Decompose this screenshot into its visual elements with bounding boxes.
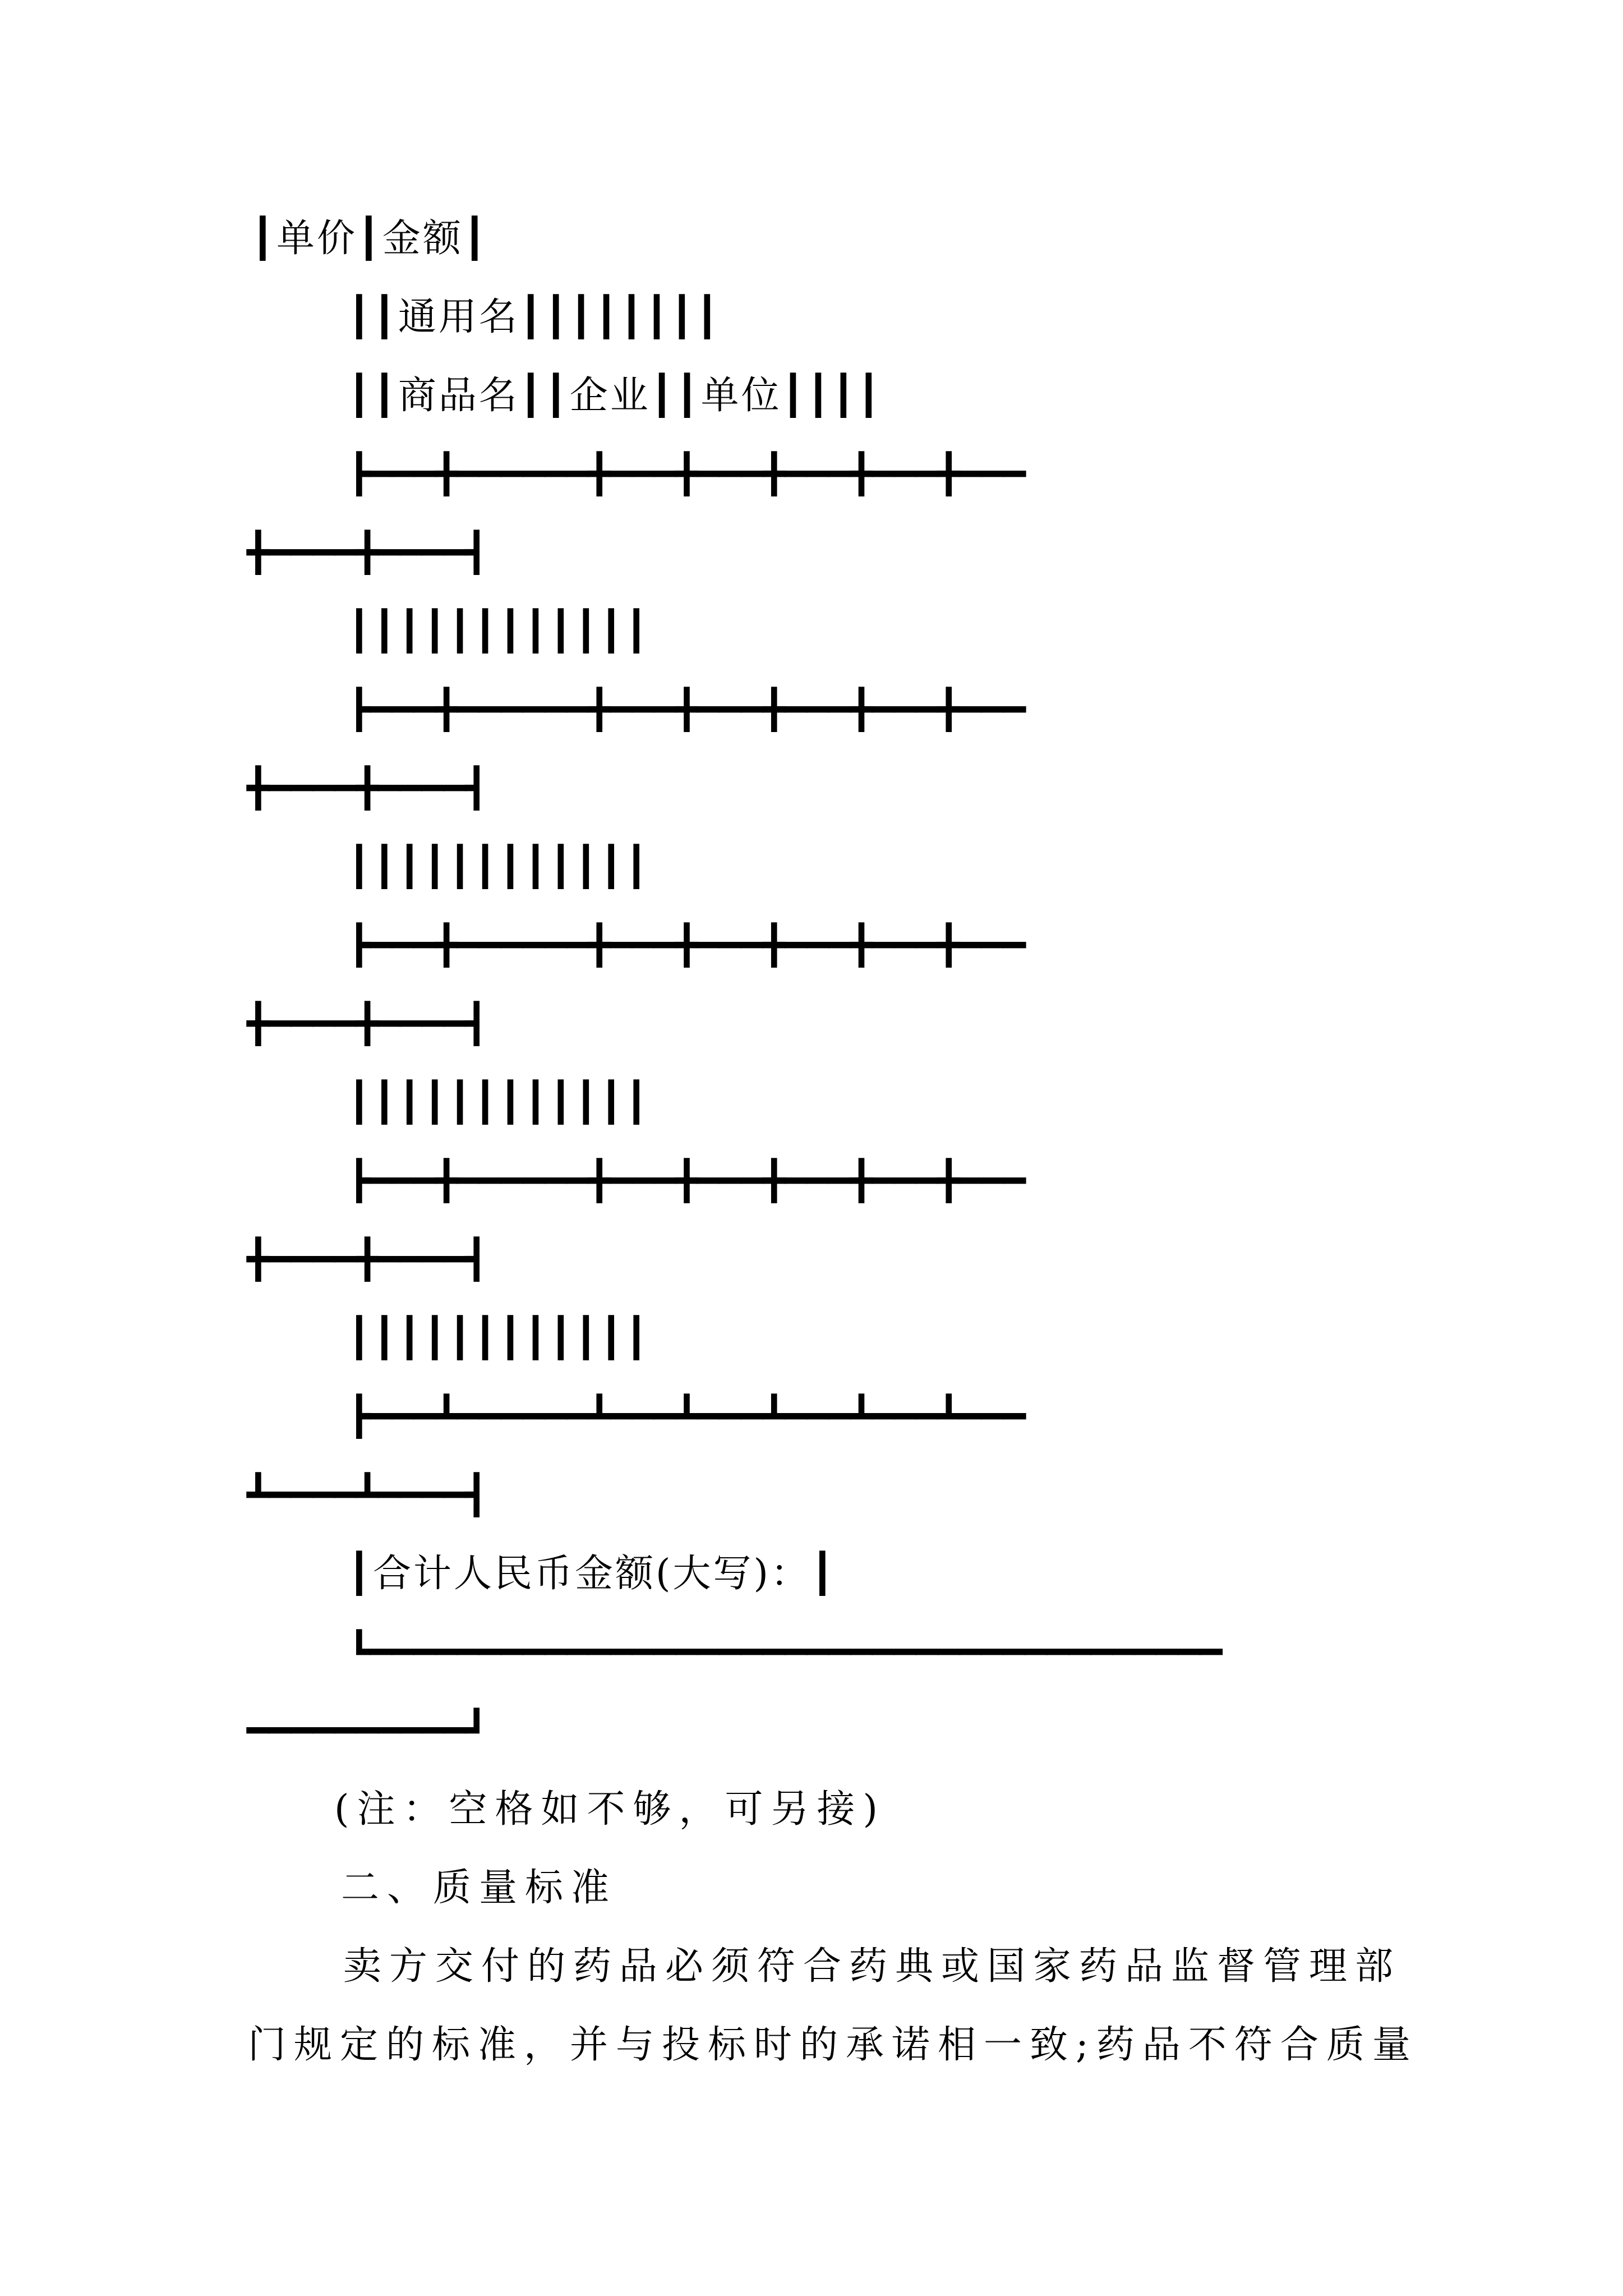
table-row: ┃┃┃┃┃┃┃┃┃┃┃┃ xyxy=(348,1316,651,1360)
table-separator-continued: ╋━━━━╋━━━━┫ xyxy=(247,1237,487,1282)
table-separator-continued: ╋━━━━╋━━━━┫ xyxy=(247,531,487,575)
table-separator: ┣━━━╋━━━━━━╋━━━╋━━━╋━━━╋━━━╋━━━ xyxy=(348,452,1025,496)
table-closing-line: ┗━━━━━━━━━━━━━━━━━━━━━━━━━━━━━━━━━━━━━━━ xyxy=(348,1630,1221,1674)
table-separator-continued: ╋━━━━╋━━━━┫ xyxy=(247,766,487,811)
table-separator: ┣━━━╋━━━━━━╋━━━╋━━━╋━━━╋━━━╋━━━ xyxy=(348,1159,1025,1203)
table-separator: ┣━━━╋━━━━━━╋━━━╋━━━╋━━━╋━━━╋━━━ xyxy=(348,688,1025,732)
paragraph-line: 卖方交付的药品必须符合药典或国家药品监督管理部 xyxy=(343,1944,1401,1989)
table-header-price-amount: ┃单价┃金额┃ xyxy=(251,217,488,261)
table-header-generic-name: ┃┃通用名┃┃┃┃┃┃┃┃ xyxy=(348,295,721,339)
table-total-row: ┃合计人民币金额(大写)：┃ xyxy=(348,1552,836,1596)
table-closing-line-continued: ━━━━━━━━━━┛ xyxy=(247,1709,487,1753)
table-note: (注：空格如不够，可另接) xyxy=(334,1787,886,1832)
table-bottom-separator: ┣━━━┻━━━━━━┻━━━┻━━━┻━━━┻━━━┻━━━ xyxy=(348,1395,1025,1439)
table-row: ┃┃┃┃┃┃┃┃┃┃┃┃ xyxy=(348,609,651,654)
table-row: ┃┃┃┃┃┃┃┃┃┃┃┃ xyxy=(348,845,651,889)
table-separator-continued: ╋━━━━╋━━━━┫ xyxy=(247,1002,487,1046)
paragraph-line: 门规定的标准，并与投标时的承诺相一致;药品不符合质量 xyxy=(248,2023,1418,2067)
table-row: ┃┃┃┃┃┃┃┃┃┃┃┃ xyxy=(348,1080,651,1125)
section-heading: 二、质量标准 xyxy=(341,1866,617,1910)
table-separator: ┣━━━╋━━━━━━╋━━━╋━━━╋━━━╋━━━╋━━━ xyxy=(348,923,1025,968)
table-bottom-separator-continued: ┻━━━━┻━━━━┫ xyxy=(247,1473,487,1517)
table-header-trade-name: ┃┃商品名┃┃企业┃┃单位┃┃┃┃ xyxy=(348,374,883,418)
